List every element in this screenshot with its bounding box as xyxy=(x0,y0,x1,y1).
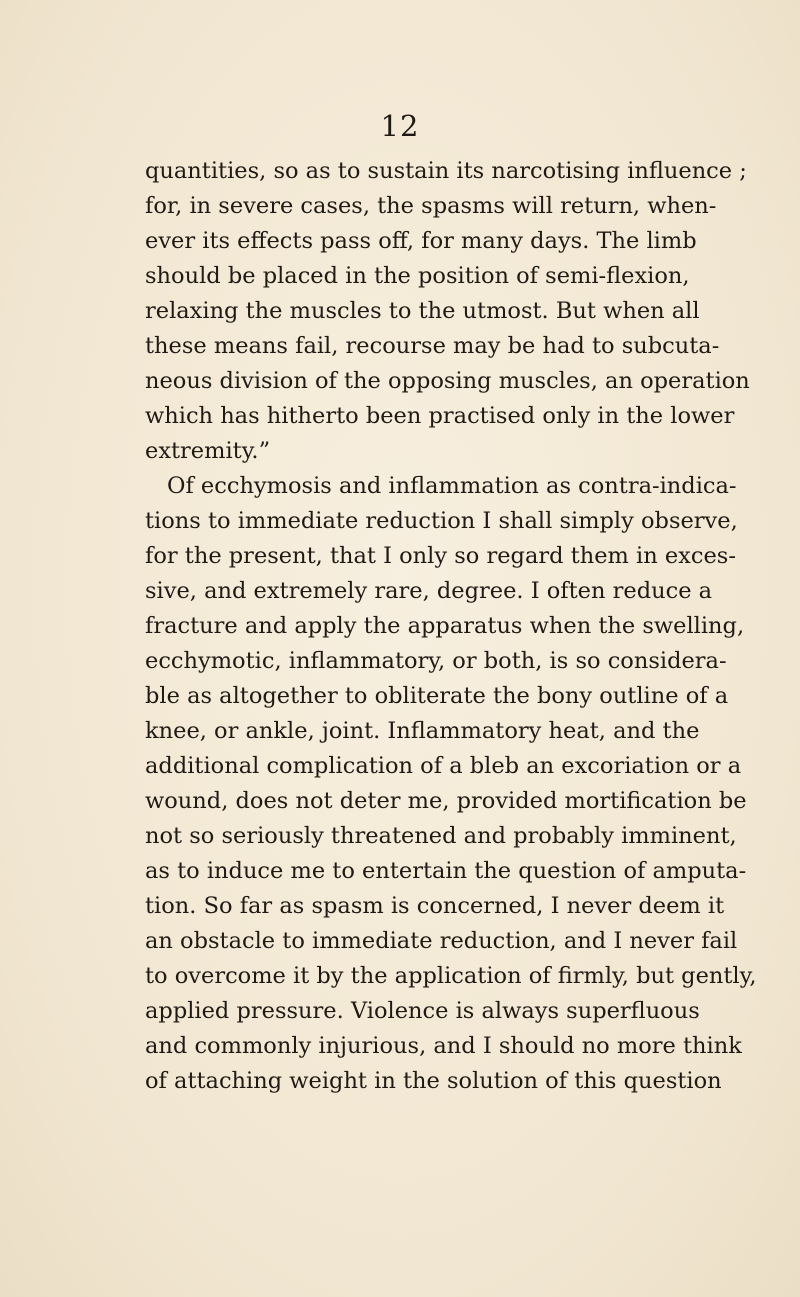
text-line: applied pressure. Violence is always superfluous xyxy=(145,998,700,1024)
text-line: ever its effects pass off, for many days. The limb xyxy=(145,228,697,254)
text-line: and commonly injurious, and I should no more think xyxy=(145,1033,742,1059)
text-line: of attaching weight in the solution of this question xyxy=(145,1068,722,1094)
text-line: not so seriously threatened and probably imminent, xyxy=(145,823,737,849)
text-line: extremity.” xyxy=(145,438,271,464)
text-line: should be placed in the position of semi-flexion, xyxy=(145,263,690,289)
text-line: quantities, so as to sustain its narcotising influence ; xyxy=(145,158,747,184)
text-line: for the present, that I only so regard them in exces- xyxy=(145,543,736,569)
text-line: Of ecchymosis and inflammation as contra-indica- xyxy=(167,473,737,499)
text-line: these means fail, recourse may be had to subcuta- xyxy=(145,333,720,359)
text-line: which has hitherto been practised only in the lower xyxy=(145,403,735,429)
text-line: ble as altogether to obliterate the bony outline of a xyxy=(145,683,729,709)
text-line: ecchymotic, inflammatory, or both, is so considera- xyxy=(145,648,727,674)
text-line: relaxing the muscles to the utmost. But when all xyxy=(145,298,700,324)
text-line: as to induce me to entertain the question of amputa- xyxy=(145,858,747,884)
text-line: sive, and extremely rare, degree. I often reduce a xyxy=(145,578,713,604)
text-line: knee, or ankle, joint. Inflammatory heat, and the xyxy=(145,718,700,744)
text-line: neous division of the opposing muscles, an operation xyxy=(145,368,750,394)
page-number: 12 xyxy=(380,109,420,143)
text-line: tions to immediate reduction I shall simply observe, xyxy=(145,508,738,534)
text-line: to overcome it by the application of firmly, but gently, xyxy=(145,963,757,989)
text-line: additional complication of a bleb an excoriation or a xyxy=(145,753,742,779)
text-line: tion. So far as spasm is concerned, I never deem it xyxy=(145,893,725,919)
text-line: wound, does not deter me, provided mortification be xyxy=(145,788,747,814)
text-line: for, in severe cases, the spasms will return, when- xyxy=(145,193,717,219)
text-line: fracture and apply the apparatus when the swelling, xyxy=(145,613,745,639)
text-line: an obstacle to immediate reduction, and I never fail xyxy=(145,928,738,954)
body-text xyxy=(145,154,757,1099)
